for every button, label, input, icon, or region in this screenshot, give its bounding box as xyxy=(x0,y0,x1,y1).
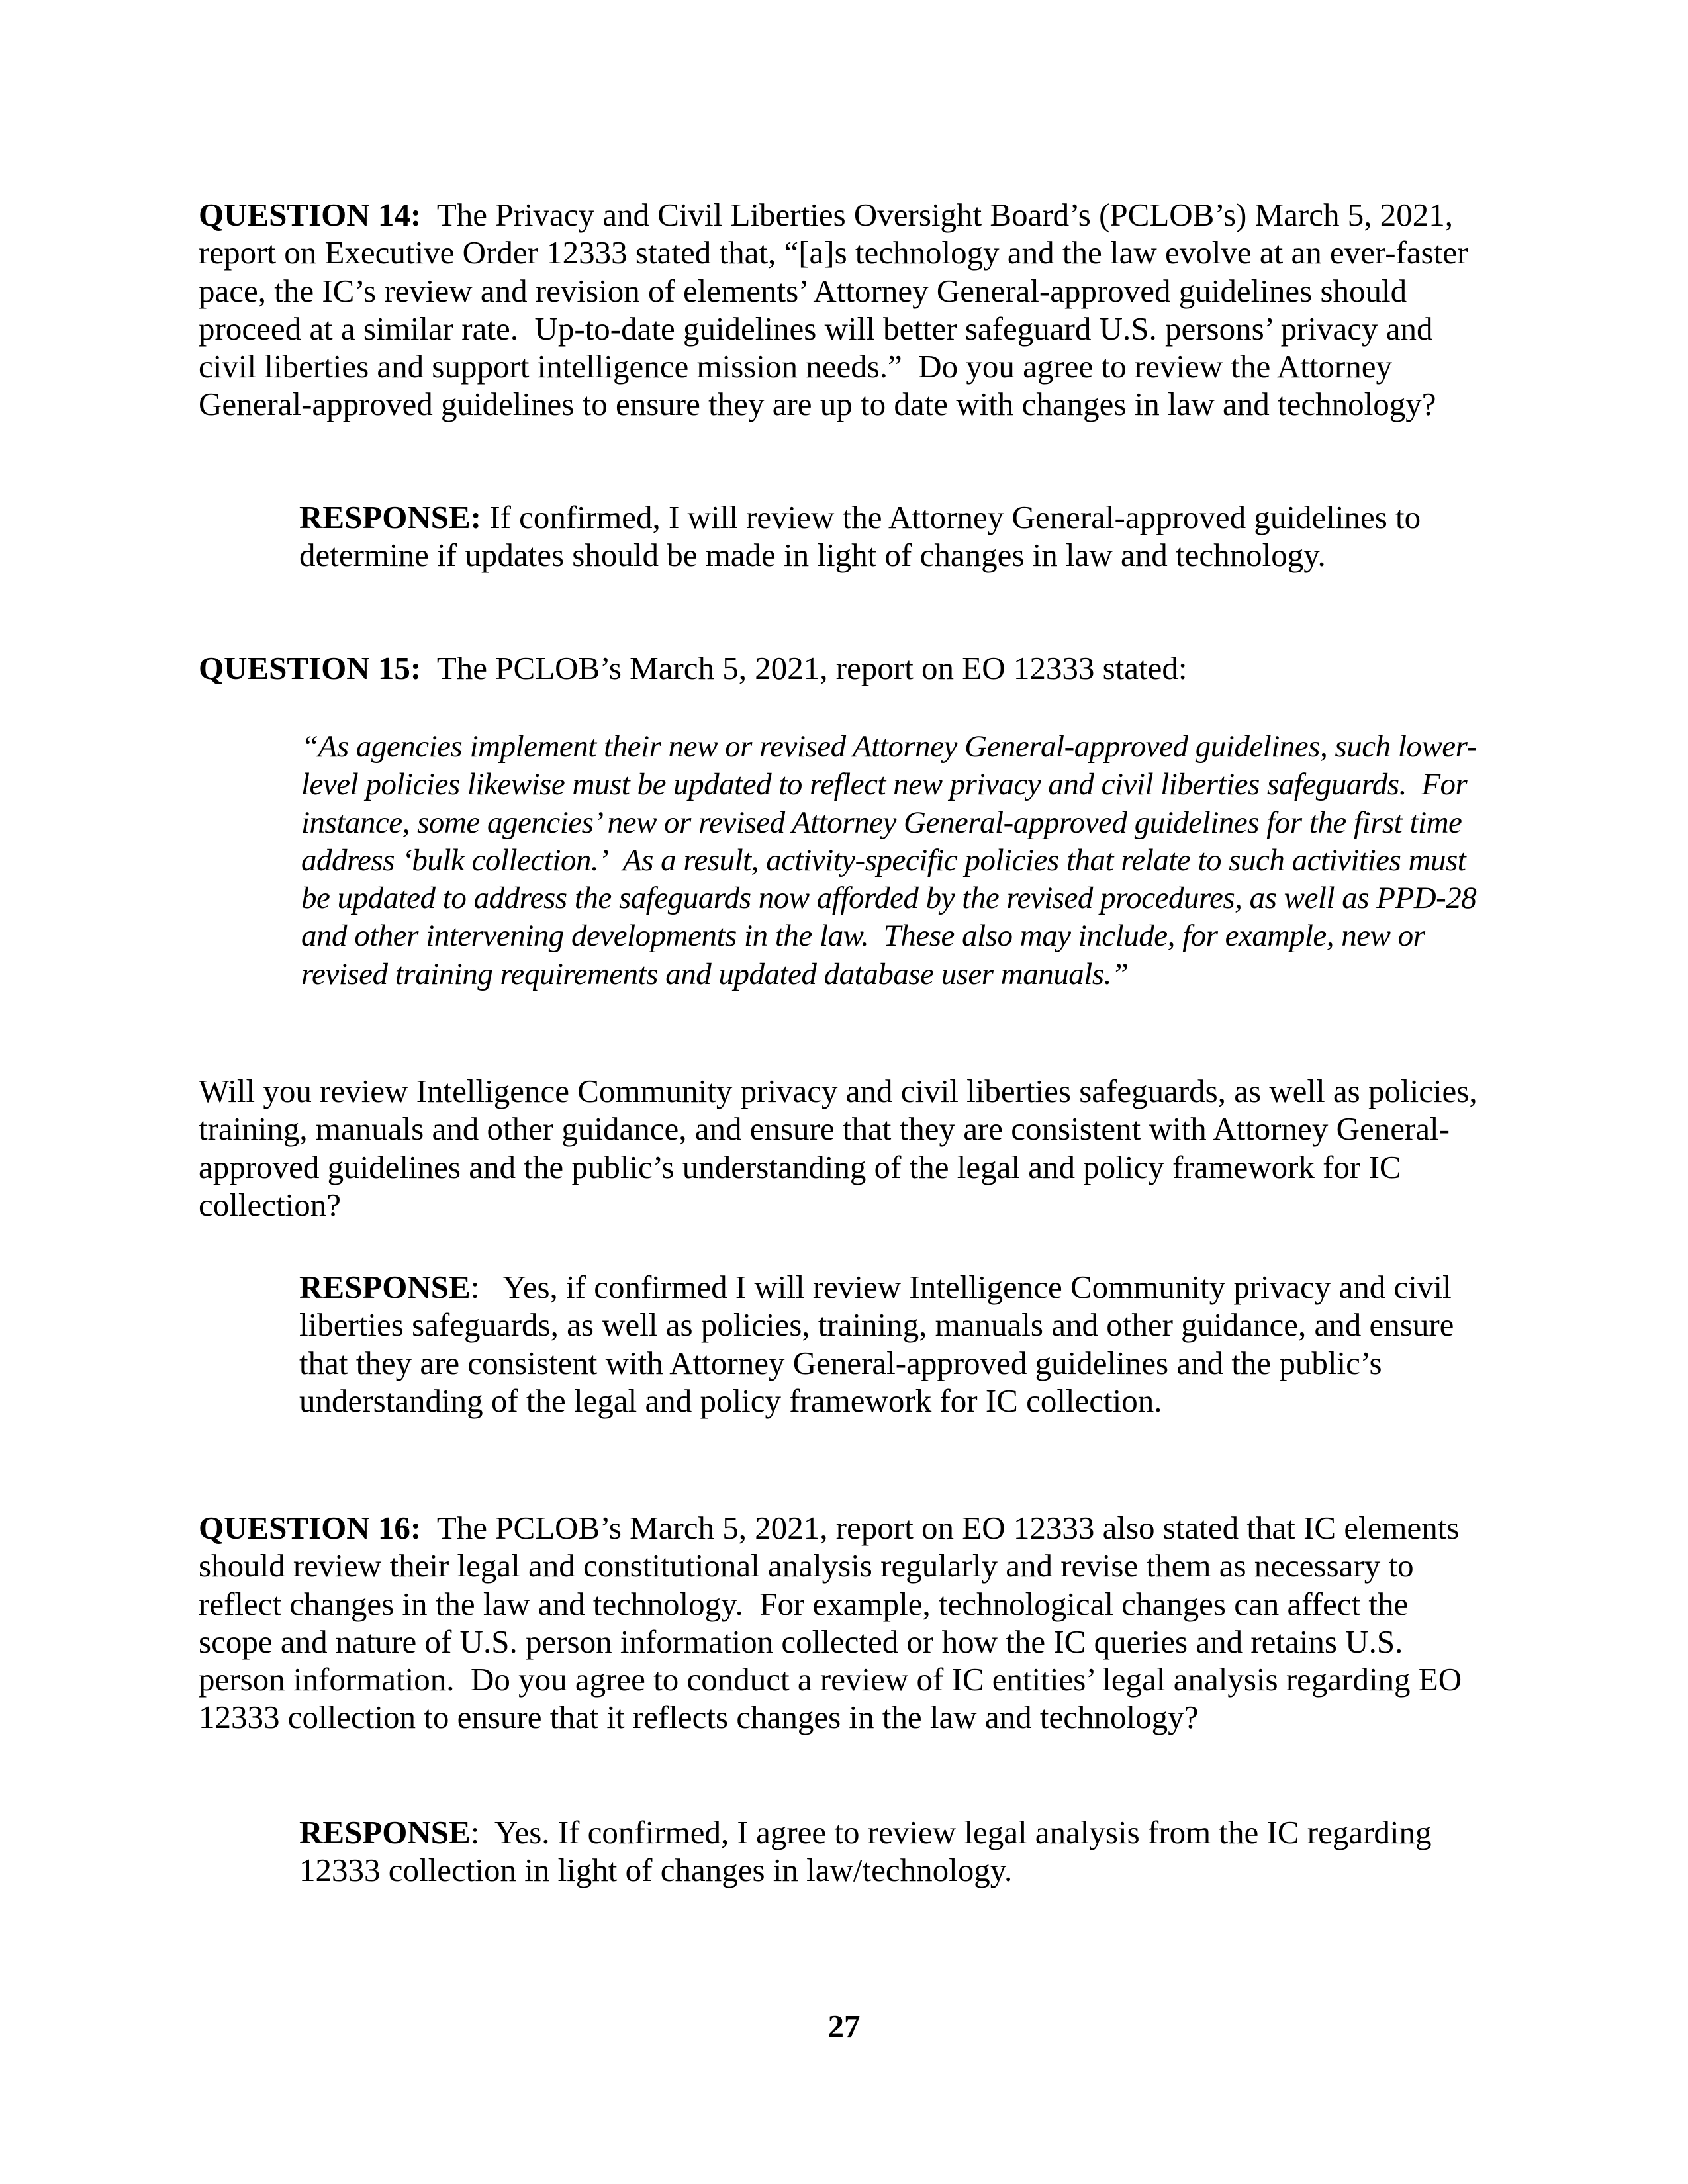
question-16-paragraph xyxy=(199,1509,1489,1737)
question-16-text: The PCLOB’s March 5, 2021, report on EO 12333 also stated that IC elements should review their legal and constitutional analysis regularly and revise them as necessary to reflect changes in the law and technology. For example, technological changes can affect the scope and nature of U.S. person information collected or how the IC queries and retains U.S. person information. Do you agree to conduct a review of IC entities’ legal analysis regarding EO 12333 collection to ensure that it reflects changes in the law and technology? xyxy=(199,1510,1462,1736)
question-14-text: The Privacy and Civil Liberties Oversight Board’s (PCLOB’s) March 5, 2021, report on Executive Order 12333 stated that, “[a]s technology and the law evolve at an ever-faster pace, the IC’s review and revision of elements’ Attorney General-approved guidelines should proceed at a similar rate. Up-to-date guidelines will better safeguard U.S. persons’ privacy and civil liberties and support intelligence mission needs.” Do you agree to review the Attorney General-approved guidelines to ensure they are up to date with changes in law and technology? xyxy=(199,197,1468,423)
response-16-text: : Yes. If confirmed, I agree to review legal analysis from the IC regarding 12333 collection in light of changes in law/technology. xyxy=(299,1814,1432,1889)
response-15-text: : Yes, if confirmed I will review Intelligence Community privacy and civil liberties safeguards, as well as policies, training, manuals and other guidance, and ensure that they are consistent with Attorney General-approved guidelines and the public’s understanding of the legal and policy framework for IC collection. xyxy=(299,1269,1454,1419)
question-15-followup-paragraph: Will you review Intelligence Community privacy and civil liberties safeguards, as well as policies, training, manuals and other guidance, and ensure that they are consistent with Attorney General-approved guidelines and the public’s understanding of the legal and policy framework for IC collection? xyxy=(199,1073,1477,1223)
response-14-label: RESPONSE: xyxy=(299,499,482,535)
response-15-paragraph xyxy=(299,1268,1491,1420)
question-14-label: QUESTION 14: xyxy=(199,197,422,233)
question-14-paragraph xyxy=(199,196,1489,424)
response-15-label: RESPONSE xyxy=(299,1269,471,1305)
question-16-label: QUESTION 16: xyxy=(199,1510,422,1546)
question-15-label: QUESTION 15: xyxy=(199,650,422,686)
response-14-text: If confirmed, I will review the Attorney General-approved guidelines to determine if updates should be made in light of changes in law and technology. xyxy=(299,499,1421,574)
question-15-text: The PCLOB’s March 5, 2021, report on EO 12333 stated: xyxy=(421,650,1188,686)
question-15-blockquote: “As agencies implement their new or revised Attorney General-approved guidelines, such lower-level policies likewise must be updated to reflect new privacy and civil liberties safeguards. For instance, some agencies’ new or revised Attorney General-approved guidelines for the first time address ‘bulk collection.’ As a result, activity-specific policies that relate to such activities must be updated to address the safeguards now afforded by the revised procedures, as well as PPD-28 and other intervening developments in the law. These also may include, for example, new or revised training requirements and updated database user manuals.” xyxy=(301,729,1477,991)
response-14-paragraph xyxy=(299,498,1491,574)
response-16-label: RESPONSE xyxy=(299,1814,471,1850)
question-15-paragraph xyxy=(199,649,1489,687)
response-16-paragraph xyxy=(299,1813,1491,1889)
page-number: 27 xyxy=(827,2008,861,2044)
